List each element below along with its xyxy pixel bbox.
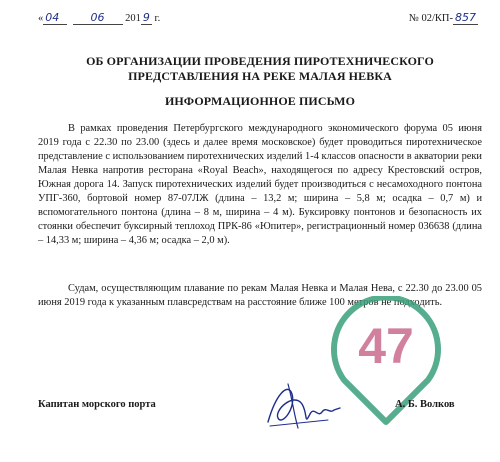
body-paragraph-2: Судам, осуществляющим плавание по рекам Малая Невка и Малая Нева, с 22.30 до 23.00 05 июня 2019 года к указанным плавсредствам на расстояние ближе 100 метров не подходить.	[38, 283, 482, 308]
signer-name: А. Б. Волков	[395, 399, 455, 410]
body-paragraph-1: В рамках проведения Петербургского международного экономического форума 05 июня 2019 года с 22.30 по 23.00 (здесь и далее время московское) будет проводиться пиротехническое представление с использованием пиротехнических изделий 1-4 классов опасности в акватории реки Малая Невка напротив ресторана «Royal Beach», находящегося по адресу Крестовский остров, Южная дорога 14. Запуск пиротехнических изделий будет производиться с несамоходного понтона УПГ-360, бортовой номер 87-07ЛЖ (длина – 13,2 м; ширина – 5,8 м; осадка – 0,7 м) и вспомогательного понтона (длина – 8 м, ширина – 4 м). Буксировку понтонов и безопасность их стоянки обеспечит буксирный теплоход ПРК-86 «Юпитер», регистрационный номер 036638 (длина – 14,33 м; ширина – 4,36 м; осадка – 2,0 м).	[38, 123, 482, 246]
handwritten-month: 06	[73, 11, 123, 25]
signer-position: Капитан морского порта	[38, 399, 156, 410]
document-subtitle: ИНФОРМАЦИОННОЕ ПИСЬМО	[164, 94, 356, 108]
handwritten-day: 04	[43, 11, 67, 25]
document-number: № 02/КП- 857	[408, 11, 476, 24]
document-title: ОБ ОРГАНИЗАЦИИ ПРОВЕДЕНИЯ ПИРОТЕХНИЧЕСКОГО ПРЕДСТАВЛЕНИЯ НА РЕКЕ МАЛАЯ НЕВКА	[86, 54, 434, 83]
watermark-number: 47	[358, 318, 414, 374]
document-date: « 04 06 201 9 г.	[38, 11, 161, 24]
handwritten-signature	[258, 374, 348, 434]
handwritten-year-digit: 9	[142, 11, 150, 24]
handwritten-number: 857	[455, 11, 476, 24]
